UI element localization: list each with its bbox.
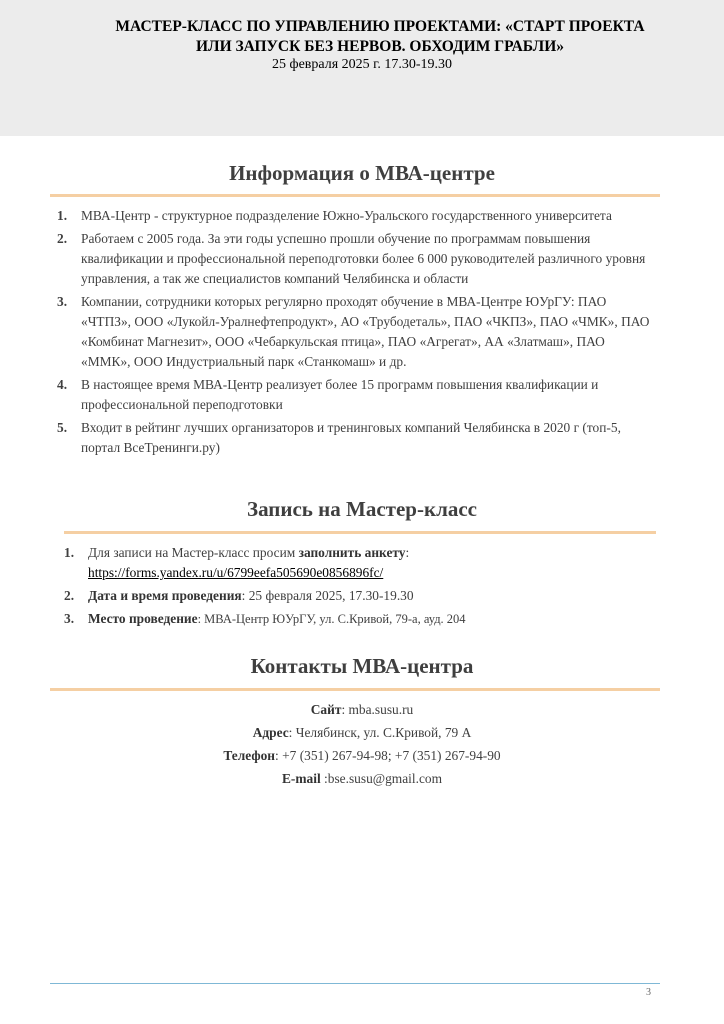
event-date: 25 февраля 2025 г. 17.30-19.30 [272,57,452,72]
page-number: 3 [646,987,651,998]
item-label: Место проведение [88,611,198,626]
contact-label: Телефон [223,748,276,763]
item-number: 2. [57,231,68,246]
item-text: Для записи на Мастер-класс просим [88,545,299,560]
page-title: МАСТЕР-КЛАСС ПО УПРАВЛЕНИЮ ПРОЕКТАМИ: «СТАРТ ПРОЕКТА ИЛИ ЗАПУСК БЕЗ НЕРВОВ. ОБХОДИМ ГРАБЛИ» [115,18,645,55]
contact-value: : Челябинск, ул. С.Кривой, 79 А [288,725,472,740]
contact-phone [0,744,724,767]
item-text: Работаем с 2005 года. За эти годы успешно прошли обучение по программам повышения квалификации и профессиональной переподготовки более 6 000 руководителей различного уровня управления, а так же специалистов компаний Челябинска и области [81,231,646,286]
list-item [57,375,657,415]
item-bold-text: заполнить анкету [298,545,406,560]
footer-divider [50,983,660,984]
item-number: 5. [57,420,68,435]
item-number: 4. [57,377,68,392]
item-value: : 25 февраля 2025, 17.30-19.30 [241,588,414,603]
section-divider [50,194,660,197]
list-item [64,543,654,583]
registration-list [64,543,654,632]
contact-email [0,767,724,790]
item-text: Компании, сотрудники которых регулярно проходят обучение в МВА-Центре ЮУрГУ: ПАО «ЧТПЗ», ООО «Лукойл-Уралнефтепродукт», АО «Трубодеталь», ПАО «ЧКПЗ», ПАО «ЧМК», ПАО «Комбинат Магнезит», ООО «Чебаркульская птица», ПАО «Агрегат», АА «Златмаш», ПАО «ММК», ООО Индустриальный парк «Станкомаш» и др. [81,294,650,369]
list-item [57,418,657,458]
item-number: 3. [57,294,68,309]
item-number: 3. [64,611,75,626]
contact-value: : +7 (351) 267-94-98; +7 (351) 267-94-90 [275,748,501,763]
item-number: 2. [64,588,75,603]
contact-site [0,698,724,721]
list-item [57,292,657,372]
list-item [64,586,654,606]
contact-value: :bse.susu@gmail.com [320,771,442,786]
item-number: 1. [64,545,75,560]
contact-label: Сайт [310,702,342,717]
info-list [57,206,657,461]
item-number: 1. [57,208,68,223]
list-item [57,206,657,226]
section-title-contacts: Контакты МВА-центра [250,654,474,678]
contact-value: : mba.susu.ru [341,702,414,717]
item-text: Входит в рейтинг лучших организаторов и тренинговых компаний Челябинска в 2020 г (топ-5, портал ВсеТренинги.ру) [81,420,621,455]
item-label: Дата и время проведения [88,588,242,603]
item-value: : МВА-Центр ЮУрГУ, ул. С.Кривой, 79-а, ауд. 204 [197,612,466,626]
section-divider [64,531,656,534]
form-link[interactable]: https://forms.yandex.ru/u/6799eefa505690e0856896fc/ [88,565,384,580]
list-item [64,609,654,629]
contact-address [0,721,724,744]
item-text: МВА-Центр - структурное подразделение Южно-Уральского государственного университета [81,208,612,223]
list-item [57,229,657,289]
section-divider [50,688,660,691]
contacts-block [0,698,724,790]
contact-label: E-mail [282,771,321,786]
section-title-info: Информация о МВА-центре [229,161,495,185]
item-text: В настоящее время МВА-Центр реализует более 15 программ повышения квалификации и профессиональной переподготовки [81,377,599,412]
section-title-registration: Запись на Мастер-класс [246,497,477,521]
contact-label: Адрес [252,725,289,740]
item-text-suffix: : [405,545,410,560]
